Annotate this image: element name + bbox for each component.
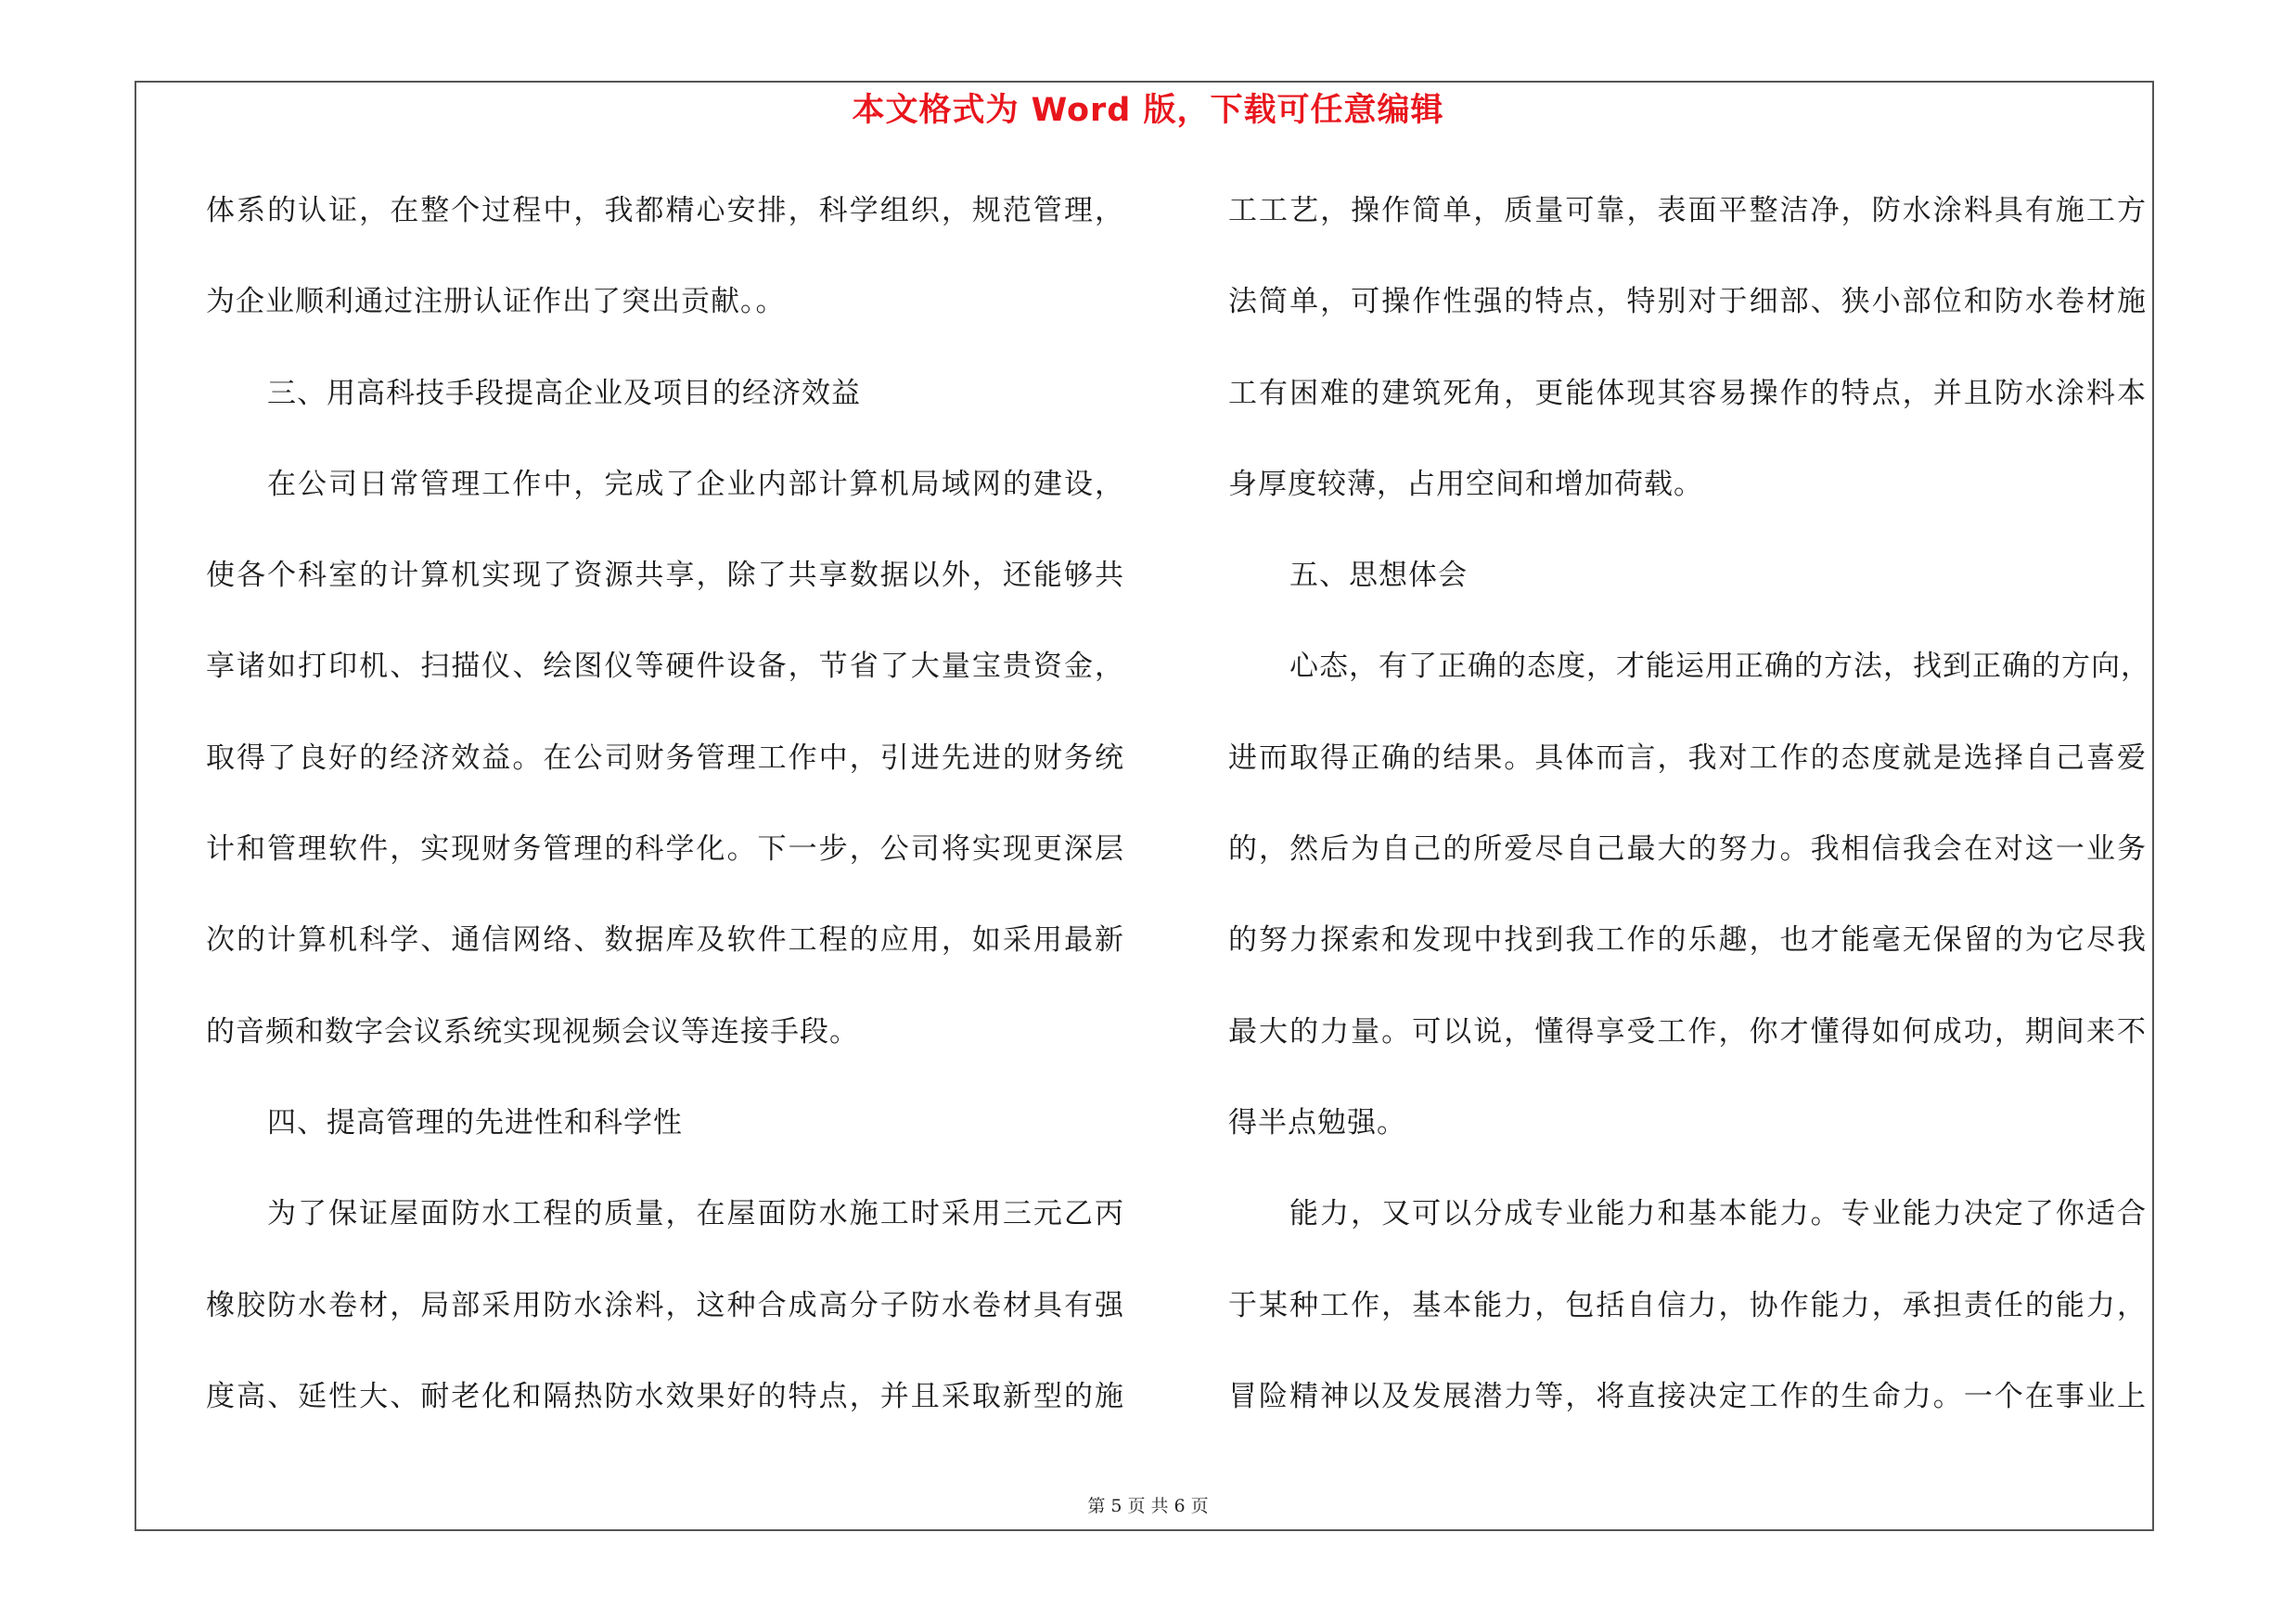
- right-text-line: 得半点勉强。: [1228, 1105, 1406, 1140]
- right-text-line: 法简单，可操作性强的特点，特别对于细部、狭小部位和防水卷材施: [1228, 285, 2147, 319]
- right-text-line: 最大的力量。可以说，懂得享受工作，你才懂得如何成功，期间来不: [1228, 1014, 2147, 1049]
- right-text-line: 进而取得正确的结果。具体而言，我对工作的态度就是选择自己喜爱: [1228, 741, 2147, 775]
- left-text-line: 度高、延性大、耐老化和隔热防水效果好的特点，并且采取新型的施: [206, 1379, 1124, 1413]
- section-heading: 五、思想体会: [1289, 559, 1468, 593]
- left-text-line: 使各个科室的计算机实现了资源共享，除了共享数据以外，还能够共: [206, 559, 1124, 593]
- right-text-line: 身厚度较薄，占用空间和增加荷载。: [1228, 467, 1703, 501]
- left-text-line: 橡胶防水卷材，局部采用防水涂料，这种合成高分子防水卷材具有强: [206, 1288, 1124, 1322]
- left-column: [206, 187, 1124, 1464]
- right-text-line: 工工艺，操作简单，质量可靠，表面平整洁净，防水涂料具有施工方: [1228, 194, 2147, 227]
- left-text-line: 为企业顺利通过注册认证作出了突出贡献。。: [206, 285, 786, 319]
- right-column: [1228, 187, 2150, 1464]
- format-banner: 本文格式为 Word 版，下载可任意编辑: [852, 92, 1444, 129]
- left-text-line: 计和管理软件，实现财务管理的科学化。下一步，公司将实现更深层: [206, 832, 1124, 867]
- right-text-line: 工有困难的建筑死角，更能体现其容易操作的特点，并且防水涂料本: [1228, 376, 2147, 410]
- left-text-line: 次的计算机科学、通信网络、数据库及软件工程的应用，如采用最新: [206, 923, 1124, 958]
- section-heading: 三、用高科技手段提高企业及项目的经济效益: [267, 376, 861, 410]
- right-text-line: 的，然后为自己的所爱尽自己最大的努力。我相信我会在对这一业务: [1228, 832, 2147, 867]
- left-text-line: 取得了良好的经济效益。在公司财务管理工作中，引进先进的财务统: [206, 741, 1124, 775]
- right-text-line: 于某种工作，基本能力，包括自信力，协作能力，承担责任的能力，: [1228, 1288, 2147, 1322]
- page-number-footer: 第 5 页 共 6 页: [1087, 1496, 1209, 1516]
- left-text-line: 为了保证屋面防水工程的质量，在屋面防水施工时采用三元乙丙: [267, 1197, 1124, 1231]
- right-text-line: 冒险精神以及发展潜力等，将直接决定工作的生命力。一个在事业上: [1228, 1379, 2147, 1413]
- right-text-line: 的努力探索和发现中找到我工作的乐趣，也才能毫无保留的为它尽我: [1228, 923, 2147, 958]
- right-text-line: 心态，有了正确的态度，才能运用正确的方法，找到正确的方向，: [1289, 650, 2150, 684]
- left-text-line: 在公司日常管理工作中，完成了企业内部计算机局域网的建设，: [267, 467, 1124, 501]
- left-text-line: 享诸如打印机、扫描仪、绘图仪等硬件设备，节省了大量宝贵资金，: [206, 650, 1124, 684]
- section-heading: 四、提高管理的先进性和科学性: [267, 1105, 683, 1140]
- left-text-line: 体系的认证，在整个过程中，我都精心安排，科学组织，规范管理，: [206, 194, 1124, 227]
- left-text-line: 的音频和数字会议系统实现视频会议等连接手段。: [206, 1014, 859, 1049]
- right-text-line: 能力，又可以分成专业能力和基本能力。专业能力决定了你适合: [1289, 1197, 2147, 1231]
